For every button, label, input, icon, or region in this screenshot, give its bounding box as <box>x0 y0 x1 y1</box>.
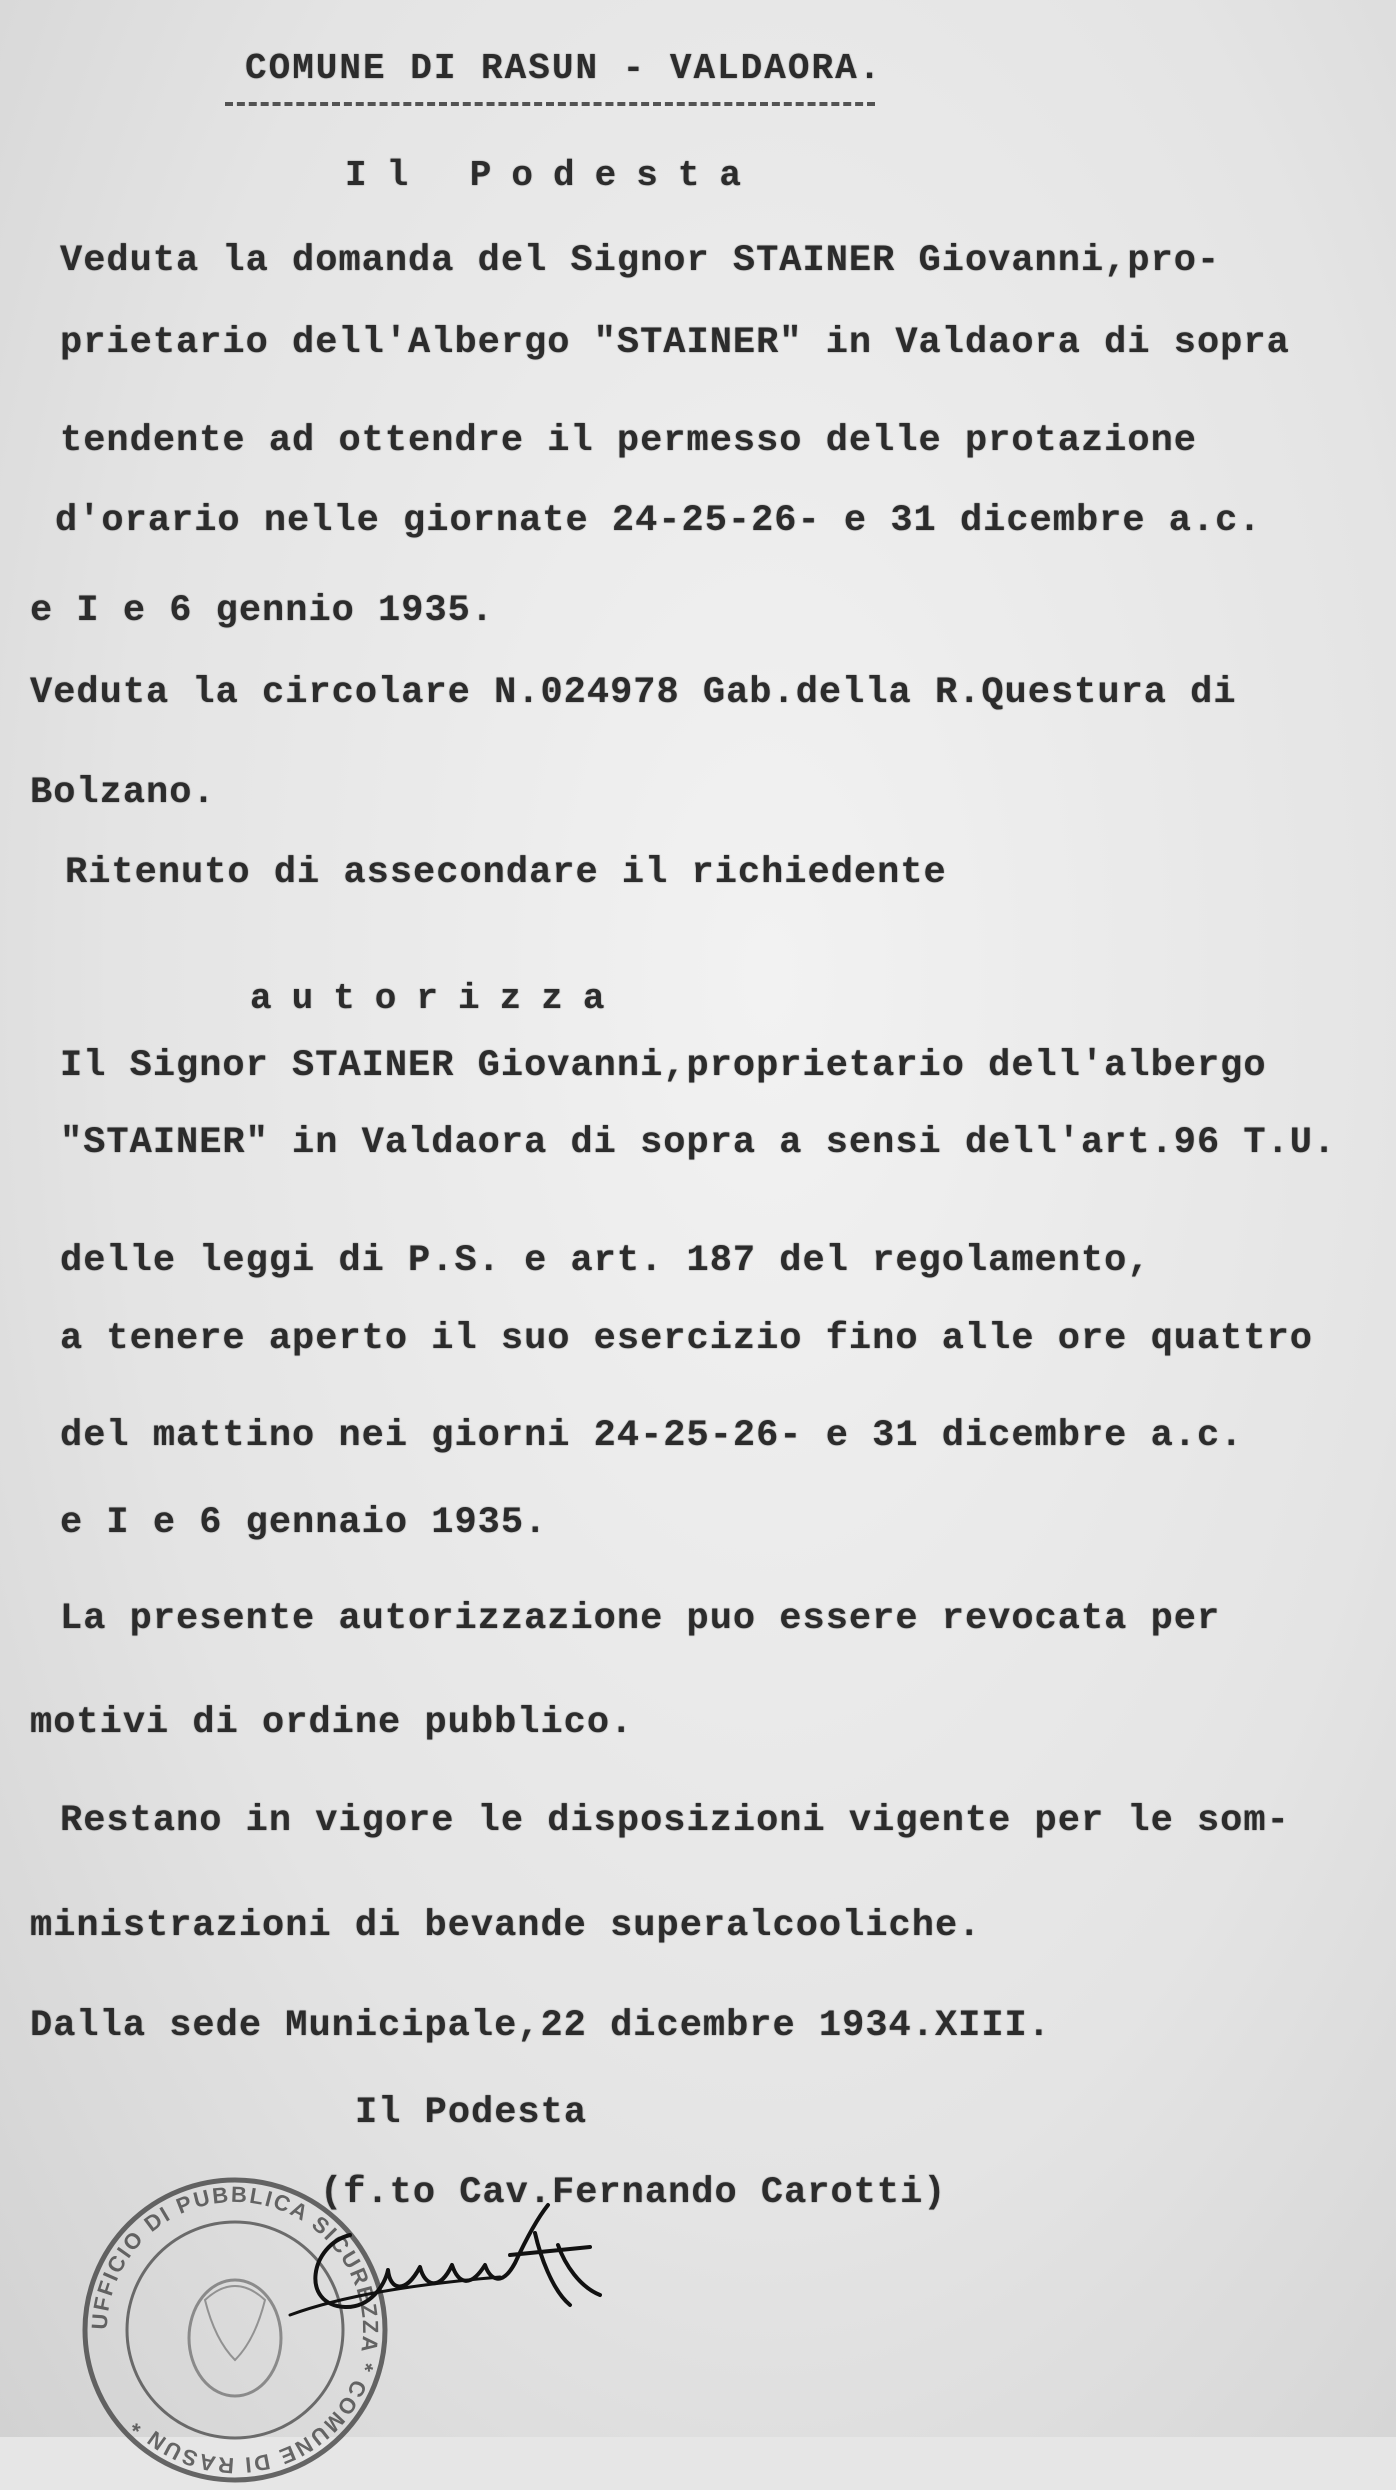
place-date: Dalla sede Municipale,22 dicembre 1934.XIII. <box>30 2005 1051 2047</box>
preamble-line-8: Ritenuto di assecondare il richiedente <box>65 852 947 894</box>
decision-line-5: del mattino nei giorni 24-25-26- e 31 dicembre a.c. <box>60 1415 1244 1457</box>
handwritten-signature <box>290 2195 620 2335</box>
preamble-line-4: d'orario nelle giornate 24-25-26- e 31 dicembre a.c. <box>55 500 1262 542</box>
decision-line-6: e I e 6 gennaio 1935. <box>60 1502 548 1544</box>
municipality-header: COMUNE DI RASUN - VALDAORA. <box>245 48 883 89</box>
preamble-line-7: Bolzano. <box>30 772 216 814</box>
decision-line-1: Il Signor STAINER Giovanni,proprietario dell'albergo <box>60 1045 1267 1087</box>
conditions-line-2: motivi di ordine pubblico. <box>30 1702 634 1744</box>
preamble-line-6: Veduta la circolare N.024978 Gab.della R.Questura di <box>30 672 1237 714</box>
conditions-line-3: Restano in vigore le disposizioni vigente per le som- <box>60 1800 1290 1842</box>
decision-line-2: "STAINER" in Valdaora di sopra a sensi dell'art.96 T.U. <box>60 1122 1337 1164</box>
signer-title: Il Podesta <box>355 2092 588 2134</box>
conditions-line-1: La presente autorizzazione puo essere revocata per <box>60 1598 1221 1640</box>
decision-verb: autorizza <box>250 978 625 1019</box>
preamble-line-3: tendente ad ottendre il permesso delle protazione <box>60 420 1197 462</box>
preamble-line-1: Veduta la domanda del Signor STAINER Giovanni,pro- <box>60 240 1221 282</box>
decision-line-3: delle leggi di P.S. e art. 187 del regolamento, <box>60 1240 1151 1282</box>
header-underline <box>225 102 875 106</box>
svg-text:UFFICIO DI PUBBLICA SICUREZZA: UFFICIO DI PUBBLICA SICUREZZA * COMUNE DI RASUN * <box>86 2181 384 2479</box>
preamble-line-5: e I e 6 gennio 1935. <box>30 590 495 632</box>
preamble-line-2: prietario dell'Albergo "STAINER" in Valdaora di sopra <box>60 322 1290 364</box>
conditions-line-4: ministrazioni di bevande superalcooliche. <box>30 1905 982 1947</box>
decision-line-4: a tenere aperto il suo esercizio fino alle ore quattro <box>60 1318 1313 1360</box>
signer-name: (f.to Cav.Fernando Carotti) <box>320 2172 947 2214</box>
authority-title: Il Podesta <box>345 155 762 196</box>
